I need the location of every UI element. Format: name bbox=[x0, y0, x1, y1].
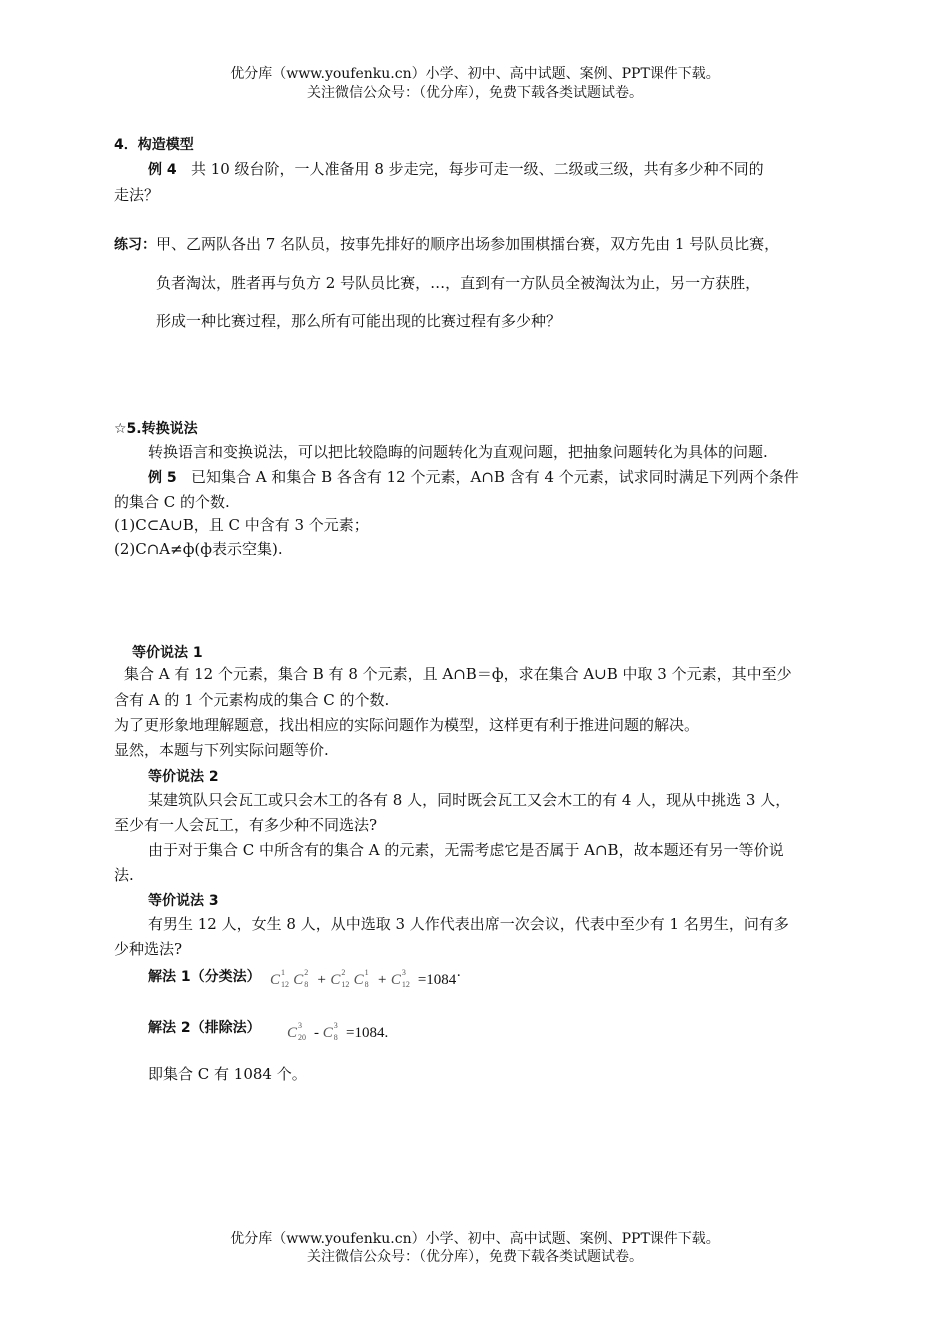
equivalent-2-line-4: 法. bbox=[114, 866, 134, 884]
minus-sign: - bbox=[314, 1025, 320, 1041]
equivalent-3-title: 等价说法 3 bbox=[148, 893, 219, 909]
comb-c8-1: C 1 8 bbox=[353, 968, 369, 989]
example-5-line-1 bbox=[148, 467, 799, 488]
equivalent-1-line-2: 含有 A 的 1 个元素构成的集合 C 的个数. bbox=[114, 691, 390, 709]
example-5-label: 例 5 bbox=[148, 470, 177, 486]
practice-line-1 bbox=[114, 234, 779, 255]
comb-c12-3: C 3 12 bbox=[390, 968, 410, 989]
plus-sign-1: + bbox=[316, 972, 327, 988]
example-5-text-1: 已知集合 A 和集合 B 各含有 12 个元素，A∩B 含有 4 个元素，试求同时满足下列两个条件 bbox=[190, 468, 799, 486]
conclusion: 即集合 C 有 1084 个。 bbox=[148, 1065, 307, 1083]
practice-label: 练习： bbox=[114, 237, 156, 253]
solution-2-label: 解法 2（排除法） bbox=[148, 1020, 261, 1036]
solution-1-formula bbox=[270, 968, 462, 989]
practice-line-2: 负者淘汰，胜者再与负方 2 号队员比赛，…，直到有一方队员全被淘汰为止，另一方获胜， bbox=[156, 274, 761, 292]
footer-line-1: 优分库（www.youfenku.cn）小学、初中、高中试题、案例、PPT课件下载。 bbox=[230, 1231, 720, 1247]
equivalent-3-line-1: 有男生 12 人，女生 8 人，从中选取 3 人作代表出席一次会议，代表中至少有 1 名男生，问有多 bbox=[148, 915, 789, 933]
practice-text-1: 甲、乙两队各出 7 名队员，按事先排好的顺序出场参加围棋擂台赛，双方先由 1 号队员比赛， bbox=[156, 235, 780, 253]
solution-2-result: =1084. bbox=[346, 1025, 389, 1041]
comb-c8-2: C 2 8 bbox=[293, 968, 309, 989]
practice-line-3: 形成一种比赛过程，那么所有可能出现的比赛过程有多少种？ bbox=[156, 312, 562, 330]
equivalent-1-line-1: 集合 A 有 12 个元素，集合 B 有 8 个元素，且 A∩B＝ф，求在集合 A∪B 中取 3 个元素，其中至少 bbox=[124, 665, 792, 683]
header-line-1: 优分库（www.youfenku.cn）小学、初中、高中试题、案例、PPT课件下载。 bbox=[230, 66, 720, 82]
equivalent-1-title: 等价说法 1 bbox=[132, 645, 203, 661]
section-5-intro: 转换语言和变换说法，可以把比较隐晦的问题转化为直观问题，把抽象问题转化为具体的问题. bbox=[148, 443, 768, 461]
example-4-line-1 bbox=[148, 159, 764, 180]
example-4-text-1: 共 10 级台阶，一人准备用 8 步走完，每步可走一级、二级或三级，共有多少种不同的 bbox=[190, 160, 764, 178]
section-4-title: 4．构造模型 bbox=[114, 137, 194, 153]
equivalent-2-line-1: 某建筑队只会瓦工或只会木工的各有 8 人，同时既会瓦工又会木工的有 4 人，现从中挑选 3 人， bbox=[148, 791, 791, 809]
comb-c12-2: C 2 12 bbox=[330, 968, 350, 989]
condition-1: (1)C⊂A∪B，且 C 中含有 3 个元素； bbox=[114, 516, 369, 534]
example-4-label: 例 4 bbox=[148, 162, 177, 178]
equivalent-1-line-4: 显然，本题与下列实际问题等价. bbox=[114, 741, 329, 759]
equivalent-3-line-2: 少种选法? bbox=[114, 940, 183, 958]
section-5-title: ☆5.转换说法 bbox=[114, 421, 198, 437]
footer-line-2: 关注微信公众号：（优分库），免费下载各类试题试卷。 bbox=[307, 1249, 643, 1265]
plus-sign-2: + bbox=[376, 972, 388, 988]
solution-2-formula bbox=[287, 1021, 389, 1042]
equivalent-1-line-3: 为了更形象地理解题意，找出相应的实际问题作为模型，这样更有利于推进问题的解决。 bbox=[114, 716, 700, 734]
solution-1-result: =1084 bbox=[417, 972, 457, 988]
example-5-line-2: 的集合 C 的个数. bbox=[114, 493, 230, 511]
equivalent-2-title: 等价说法 2 bbox=[148, 769, 219, 785]
header-line-2: 关注微信公众号：（优分库），免费下载各类试题试卷。 bbox=[307, 85, 643, 101]
comb-c8-3: C 3 8 bbox=[322, 1021, 338, 1042]
comb-c20-3: C 3 20 bbox=[287, 1021, 306, 1042]
comb-c12-1: C 1 12 bbox=[270, 968, 289, 989]
solution-1-end: · bbox=[456, 968, 462, 984]
condition-2: (2)C∩A≠ф(ф表示空集). bbox=[114, 540, 283, 558]
equivalent-2-line-2: 至少有一人会瓦工，有多少种不同选法? bbox=[114, 816, 378, 834]
example-4-line-2: 走法？ bbox=[114, 186, 160, 204]
equivalent-2-line-3: 由于对于集合 C 中所含有的集合 A 的元素，无需考虑它是否属于 A∩B，故本题还有另一等价说 bbox=[148, 841, 784, 859]
solution-1-label: 解法 1（分类法） bbox=[148, 969, 261, 985]
